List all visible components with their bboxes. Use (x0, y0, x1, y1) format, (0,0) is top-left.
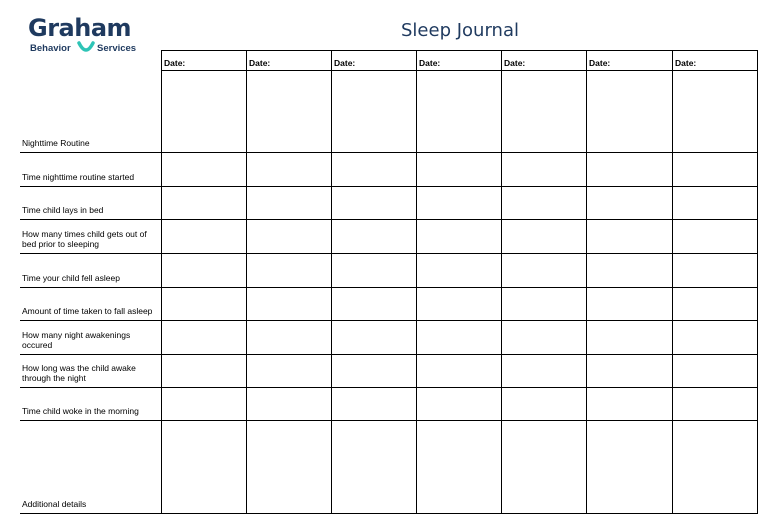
entry-cell[interactable] (587, 187, 672, 219)
date-header-6: Date: (589, 58, 611, 68)
date-header-5: Date: (504, 58, 526, 68)
entry-cell[interactable] (332, 220, 416, 253)
row-label: How many times child gets out of bed prior to sleeping (22, 229, 147, 249)
entry-cell[interactable] (247, 187, 331, 219)
row-label: How long was the child awake through the night (22, 363, 136, 383)
date-header-4: Date: (419, 58, 441, 68)
entry-cell[interactable] (502, 355, 586, 387)
row-label: Amount of time taken to fall asleep (22, 306, 153, 316)
entry-cell[interactable] (673, 288, 757, 320)
entry-cell[interactable] (587, 355, 672, 387)
entry-cell[interactable] (502, 187, 586, 219)
entry-cell[interactable] (162, 388, 246, 420)
entry-cell[interactable] (162, 153, 246, 186)
entry-cell[interactable] (673, 321, 757, 354)
entry-cell[interactable] (247, 288, 331, 320)
entry-cell[interactable] (502, 421, 586, 513)
entry-cell[interactable] (587, 71, 672, 152)
row-label: Time child lays in bed (22, 205, 104, 215)
row-label: Time child woke in the morning (22, 406, 139, 416)
row-label: Additional details (22, 499, 87, 509)
row-label: Nighttime Routine (22, 138, 90, 148)
entry-cell[interactable] (247, 71, 331, 152)
entry-cell[interactable] (417, 388, 501, 420)
entry-cell[interactable] (332, 288, 416, 320)
entry-cell[interactable] (417, 321, 501, 354)
entry-cell[interactable] (587, 288, 672, 320)
entry-cell[interactable] (162, 254, 246, 287)
row-label: Time nighttime routine started (22, 172, 135, 182)
entry-cell[interactable] (247, 153, 331, 186)
entry-cell[interactable] (502, 254, 586, 287)
entry-cell[interactable] (417, 288, 501, 320)
entry-cell[interactable] (673, 254, 757, 287)
entry-cell[interactable] (502, 388, 586, 420)
entry-cell[interactable] (162, 321, 246, 354)
entry-cell[interactable] (502, 71, 586, 152)
entry-cell[interactable] (247, 220, 331, 253)
entry-cell[interactable] (417, 355, 501, 387)
entry-cell[interactable] (673, 388, 757, 420)
entry-cell[interactable] (162, 288, 246, 320)
entry-cell[interactable] (673, 421, 757, 513)
entry-cell[interactable] (247, 321, 331, 354)
entry-cell[interactable] (673, 220, 757, 253)
entry-cell[interactable] (332, 254, 416, 287)
date-header-2: Date: (249, 58, 271, 68)
logo-wordmark: Graham (28, 14, 132, 42)
entry-cell[interactable] (673, 355, 757, 387)
logo-subtext-left: Behavior (30, 43, 71, 54)
entry-cell[interactable] (162, 71, 246, 152)
entry-cell[interactable] (417, 220, 501, 253)
logo-subtext-right: Services (97, 43, 137, 54)
entry-cell[interactable] (162, 187, 246, 219)
entry-cell[interactable] (417, 421, 501, 513)
page-title: Sleep Journal (401, 20, 519, 41)
row-label: How many night awakenings occured (22, 330, 131, 350)
entry-cell[interactable] (587, 254, 672, 287)
date-header-7: Date: (675, 58, 697, 68)
entry-cell[interactable] (162, 355, 246, 387)
entry-cell[interactable] (247, 421, 331, 513)
entry-cell[interactable] (587, 421, 672, 513)
date-header-1: Date: (164, 58, 186, 68)
entry-cell[interactable] (162, 220, 246, 253)
smile-arc-icon (76, 41, 96, 55)
date-header-3: Date: (334, 58, 356, 68)
entry-cell[interactable] (673, 71, 757, 152)
entry-cell[interactable] (417, 254, 501, 287)
header-top-border (161, 50, 758, 51)
entry-cell[interactable] (502, 288, 586, 320)
logo (28, 15, 148, 57)
entry-cell[interactable] (673, 187, 757, 219)
entry-cell[interactable] (332, 421, 416, 513)
entry-cell[interactable] (162, 421, 246, 513)
entry-cell[interactable] (587, 321, 672, 354)
entry-cell[interactable] (247, 388, 331, 420)
entry-cell[interactable] (502, 153, 586, 186)
entry-cell[interactable] (332, 355, 416, 387)
entry-cell[interactable] (332, 153, 416, 186)
entry-cell[interactable] (673, 153, 757, 186)
entry-cell[interactable] (332, 187, 416, 219)
entry-cell[interactable] (247, 355, 331, 387)
entry-cell[interactable] (417, 153, 501, 186)
entry-cell[interactable] (332, 388, 416, 420)
entry-cell[interactable] (332, 71, 416, 152)
entry-cell[interactable] (417, 187, 501, 219)
entry-cell[interactable] (247, 254, 331, 287)
entry-cell[interactable] (587, 153, 672, 186)
entry-cell[interactable] (502, 220, 586, 253)
entry-cell[interactable] (332, 321, 416, 354)
row-border (20, 513, 758, 514)
entry-cell[interactable] (587, 388, 672, 420)
entry-cell[interactable] (502, 321, 586, 354)
column-border (757, 50, 758, 514)
entry-cell[interactable] (587, 220, 672, 253)
entry-cell[interactable] (417, 71, 501, 152)
row-label: Time your child fell asleep (22, 273, 120, 283)
